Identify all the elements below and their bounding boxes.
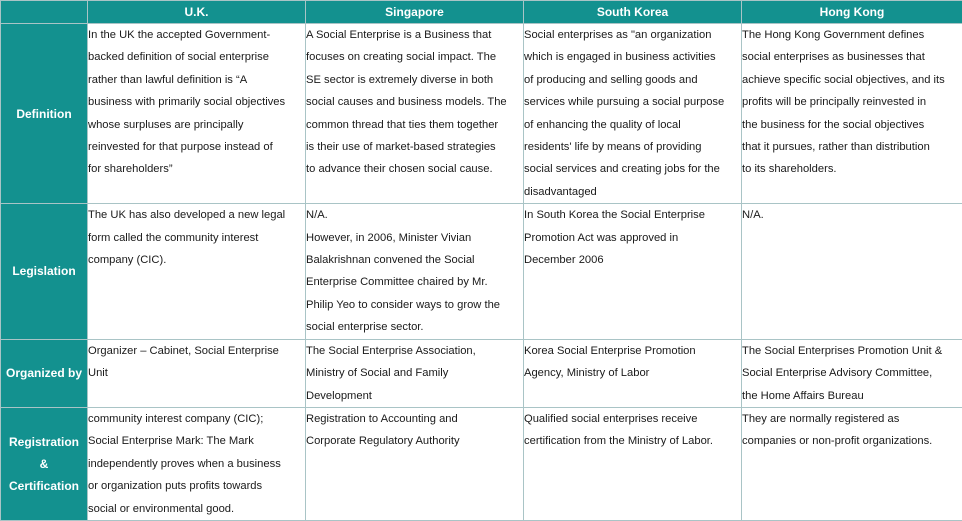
cell-registration-uk: community interest company (CIC); Social Enterprise Mark: The Mark independently proves when a business or organization puts profits towards social or environmental good. <box>88 407 306 520</box>
cell-definition-hong-kong: The Hong Kong Government defines social enterprises as businesses that achieve specific social objectives, and its profits will be principally reinvested in the business for the social objectives that it pursues, rather than distribution to its shareholders. <box>742 24 962 204</box>
cell-definition-uk: In the UK the accepted Government- backed definition of social enterprise rather than lawful definition is “A business with primarily social objectives whose surpluses are principally reinvested for that purpose instead of for shareholders” <box>88 24 306 204</box>
cell-definition-singapore: A Social Enterprise is a Business that focuses on creating social impact. The SE sector is extremely diverse in both social causes and business models. The common thread that ties them together is their use of market-based strategies to advance their chosen social cause. <box>306 24 524 204</box>
cell-legislation-south-korea: In South Korea the Social Enterprise Promotion Act was approved in December 2006 <box>524 204 742 339</box>
column-header-uk: U.K. <box>88 1 306 24</box>
row-header-legislation: Legislation <box>1 204 88 339</box>
cell-legislation-singapore: N/A. However, in 2006, Minister Vivian Balakrishnan convened the Social Enterprise Committee chaired by Mr. Philip Yeo to consider ways to grow the social enterprise sector. <box>306 204 524 339</box>
cell-legislation-hong-kong: N/A. <box>742 204 962 339</box>
cell-organized-by-singapore: The Social Enterprise Association, Ministry of Social and Family Development <box>306 339 524 407</box>
column-header-hong-kong: Hong Kong <box>742 1 962 24</box>
row-header-registration-certification: Registration & Certification <box>1 407 88 520</box>
cell-registration-hong-kong: They are normally registered as companies or non-profit organizations. <box>742 407 962 520</box>
column-header-singapore: Singapore <box>306 1 524 24</box>
cell-organized-by-south-korea: Korea Social Enterprise Promotion Agency, Ministry of Labor <box>524 339 742 407</box>
cell-legislation-uk: The UK has also developed a new legal form called the community interest company (CIC). <box>88 204 306 339</box>
header-row <box>1 1 962 24</box>
cell-registration-singapore: Registration to Accounting and Corporate Regulatory Authority <box>306 407 524 520</box>
cell-organized-by-hong-kong: The Social Enterprises Promotion Unit & Social Enterprise Advisory Committee, the Home Affairs Bureau <box>742 339 962 407</box>
cell-organized-by-uk: Organizer – Cabinet, Social Enterprise Unit <box>88 339 306 407</box>
table-row-legislation <box>1 204 962 339</box>
corner-header-cell <box>1 1 88 24</box>
column-header-south-korea: South Korea <box>524 1 742 24</box>
cell-registration-south-korea: Qualified social enterprises receive certification from the Ministry of Labor. <box>524 407 742 520</box>
table-row-registration <box>1 407 962 520</box>
cell-definition-south-korea: Social enterprises as "an organization which is engaged in business activities of producing and selling goods and services while pursuing a social purpose of enhancing the quality of local residents' life by means of providing social services and creating jobs for the disadvantaged <box>524 24 742 204</box>
table-row-definition <box>1 24 962 204</box>
table-row-organized-by <box>1 339 962 407</box>
row-header-definition: Definition <box>1 24 88 204</box>
row-header-organized-by: Organized by <box>1 339 88 407</box>
